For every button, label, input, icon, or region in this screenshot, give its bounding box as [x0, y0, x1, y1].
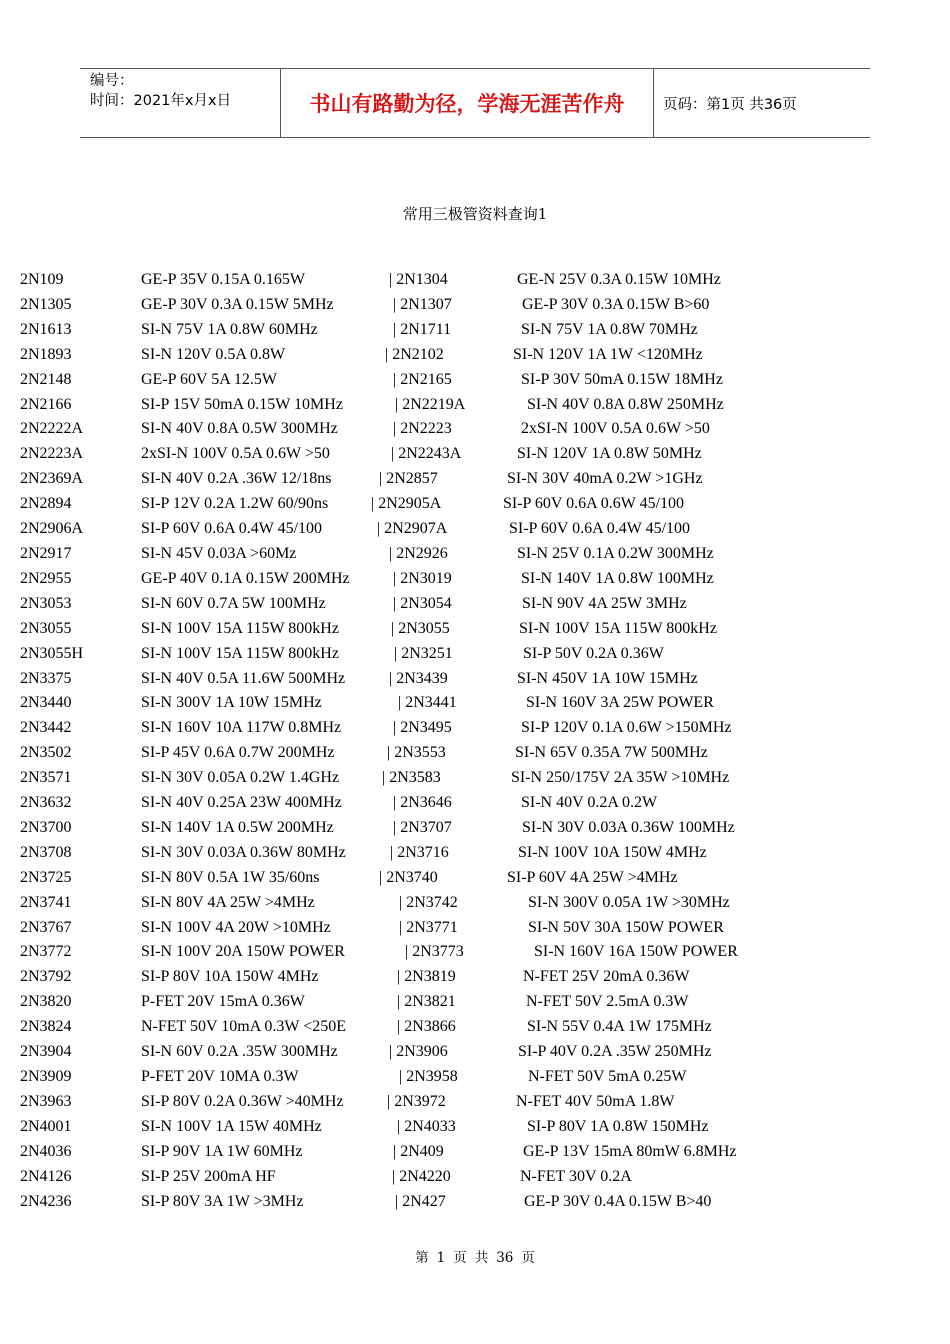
list-item: [0, 865, 950, 890]
part-number: | 2N427: [395, 1192, 446, 1210]
part-spec: SI-P 90V 1A 1W 60MHz: [141, 1142, 303, 1160]
part-spec: GE-P 60V 5A 12.5W: [141, 370, 277, 388]
list-item: [0, 790, 950, 815]
part-spec: SI-N 80V 0.5A 1W 35/60ns: [141, 868, 320, 886]
part-number: | 2N3019: [393, 569, 452, 587]
list-item: [0, 641, 950, 666]
list-item: [0, 1139, 950, 1164]
part-number: 2N4036: [20, 1142, 72, 1160]
part-spec: SI-N 50V 30A 150W POWER: [528, 918, 724, 936]
part-spec: SI-P 60V 0.6A 0.4W 45/100: [509, 520, 691, 538]
part-number: | 2N1304: [389, 271, 448, 288]
footer-page-number: 1: [436, 1250, 446, 1266]
part-number: 2N3375: [20, 669, 72, 687]
list-item: [0, 367, 950, 392]
list-item: [0, 317, 950, 342]
page-footer: [0, 1246, 950, 1266]
part-spec: SI-N 160V 10A 117W 0.8MHz: [141, 719, 342, 737]
part-number: | 2N1711: [393, 320, 452, 338]
part-spec: SI-N 30V 0.05A 0.2W 1.4GHz: [141, 769, 340, 787]
part-number: | 2N2219A: [395, 395, 466, 413]
part-number: 2N3708: [20, 843, 72, 861]
list-item: [0, 1089, 950, 1114]
part-number: 2N3725: [20, 868, 72, 886]
list-item: [0, 566, 950, 591]
footer-text: 页: [453, 1250, 467, 1266]
list-item: [0, 666, 950, 691]
part-number: 2N3442: [20, 719, 72, 737]
list-item: [0, 466, 950, 491]
part-number: 2N2894: [20, 495, 72, 513]
part-number: | 2N1307: [393, 295, 452, 313]
part-spec: N-FET 30V 0.2A: [520, 1167, 632, 1185]
part-number: | 2N3707: [393, 818, 452, 836]
part-spec: SI-N 25V 0.1A 0.2W 300MHz: [517, 544, 714, 562]
part-number: | 2N3716: [390, 843, 449, 861]
part-number: 2N3824: [20, 1018, 72, 1036]
part-spec: GE-N 25V 0.3A 0.15W 10MHz: [517, 271, 721, 288]
part-spec: SI-N 120V 1A 1W <120MHz: [513, 345, 703, 363]
part-number: 2N2369A: [20, 470, 84, 488]
part-spec: SI-N 90V 4A 25W 3MHz: [522, 594, 687, 612]
part-number: 2N3571: [20, 769, 72, 787]
part-number: 2N3502: [20, 744, 72, 762]
page-header: [80, 68, 870, 138]
part-spec: SI-N 100V 1A 15W 40MHz: [141, 1117, 322, 1135]
part-spec: SI-N 65V 0.35A 7W 500MHz: [515, 744, 708, 762]
part-spec: SI-N 40V 0.5A 11.6W 500MHz: [141, 669, 346, 687]
list-item: [0, 740, 950, 765]
part-spec: SI-N 30V 0.03A 0.36W 100MHz: [522, 818, 735, 836]
part-number: | 2N3742: [399, 893, 458, 911]
part-spec: SI-P 30V 50mA 0.15W 18MHz: [521, 370, 723, 388]
part-spec: SI-N 100V 15A 115W 800kHz: [141, 644, 339, 662]
part-spec: N-FET 25V 20mA 0.36W: [523, 968, 690, 986]
part-spec: SI-N 160V 3A 25W POWER: [526, 694, 714, 712]
part-number: | 2N409: [393, 1142, 444, 1160]
part-number: 2N3963: [20, 1092, 72, 1110]
part-number: 2N3440: [20, 694, 72, 712]
document-title: 常用三极管资料查询1: [402, 205, 548, 223]
part-spec: GE-P 40V 0.1A 0.15W 200MHz: [141, 569, 350, 587]
list-item: [0, 267, 950, 292]
part-spec: N-FET 50V 10mA 0.3W <250E: [141, 1018, 347, 1036]
part-number: 2N3632: [20, 794, 72, 812]
part-spec: SI-N 30V 0.03A 0.36W 80MHz: [141, 843, 346, 861]
part-number: | 2N3583: [382, 769, 441, 787]
list-item: [0, 690, 950, 715]
part-number: | 2N3646: [393, 794, 452, 812]
part-spec: N-FET 50V 5mA 0.25W: [528, 1068, 687, 1085]
list-item: [0, 1014, 950, 1039]
header-motto: 书山有路勤为径，学海无涯苦作舟: [281, 69, 654, 137]
part-number: | 2N2223: [393, 420, 452, 438]
part-number: | 2N4220: [392, 1167, 451, 1185]
part-number: | 2N3906: [389, 1043, 448, 1061]
list-item: [0, 1164, 950, 1189]
list-item: [0, 815, 950, 840]
part-spec: SI-N 40V 0.2A 0.2W: [521, 794, 658, 812]
part-number: 2N2917: [20, 544, 72, 562]
footer-text: 第: [415, 1250, 429, 1266]
list-item: [0, 441, 950, 466]
list-item: [0, 516, 950, 541]
part-spec: N-FET 40V 50mA 1.8W: [516, 1092, 675, 1110]
part-spec: SI-N 140V 1A 0.5W 200MHz: [141, 818, 334, 836]
list-item: [0, 840, 950, 865]
part-number: | 2N4033: [397, 1117, 456, 1135]
part-spec: SI-P 80V 0.2A 0.36W >40MHz: [141, 1092, 344, 1110]
list-item: [0, 989, 950, 1014]
part-number: | 2N2907A: [377, 520, 448, 538]
part-number: 2N1613: [20, 320, 72, 338]
list-item: [0, 591, 950, 616]
list-item: [0, 1114, 950, 1139]
part-number: | 2N3821: [397, 993, 456, 1011]
part-spec: SI-P 12V 0.2A 1.2W 60/90ns: [141, 495, 329, 513]
part-number: | 2N3819: [397, 968, 456, 986]
part-spec: SI-P 60V 0.6A 0.4W 45/100: [141, 520, 323, 538]
part-spec: SI-N 40V 0.2A .36W 12/18ns: [141, 470, 332, 488]
part-number: | 2N2857: [379, 470, 438, 488]
time-label: 时间：2021年x月x日: [90, 93, 232, 109]
part-spec: SI-N 100V 10A 150W 4MHz: [518, 843, 707, 861]
part-spec: SI-N 30V 40mA 0.2W >1GHz: [507, 470, 703, 488]
part-spec: SI-N 300V 0.05A 1W >30MHz: [528, 893, 730, 911]
part-number: 2N2906A: [20, 520, 84, 538]
part-spec: SI-P 120V 0.1A 0.6W >150MHz: [521, 719, 732, 737]
part-spec: SI-N 45V 0.03A >60Mz: [141, 544, 297, 562]
part-number: | 2N3251: [394, 644, 453, 662]
list-item: [0, 1064, 950, 1089]
part-number: | 2N3972: [387, 1092, 446, 1110]
part-spec: SI-N 55V 0.4A 1W 175MHz: [527, 1018, 712, 1036]
list-item: [0, 915, 950, 940]
list-item: [0, 342, 950, 367]
list-item: [0, 491, 950, 516]
part-number: 2N2222A: [20, 420, 84, 438]
part-spec: SI-P 80V 1A 0.8W 150MHz: [527, 1117, 709, 1135]
part-spec: SI-N 75V 1A 0.8W 60MHz: [141, 320, 318, 338]
part-spec: N-FET 50V 2.5mA 0.3W: [526, 993, 689, 1011]
part-number: 2N3767: [20, 918, 72, 936]
part-number: | 2N2165: [393, 370, 452, 388]
footer-text: 共: [474, 1250, 489, 1266]
part-number: 2N3909: [20, 1068, 72, 1085]
part-spec: GE-P 30V 0.3A 0.15W 5MHz: [141, 295, 334, 313]
part-spec: SI-N 250/175V 2A 35W >10MHz: [511, 769, 730, 787]
part-number: 2N1305: [20, 295, 72, 313]
part-number: 2N3055H: [20, 644, 84, 662]
part-spec: SI-P 60V 0.6A 0.6W 45/100: [503, 495, 685, 513]
part-spec: P-FET 20V 10MA 0.3W: [141, 1068, 299, 1085]
part-number: | 2N3771: [399, 918, 458, 936]
part-number: | 2N3866: [397, 1018, 456, 1036]
part-spec: SI-P 80V 10A 150W 4MHz: [141, 968, 319, 986]
header-meta: [80, 69, 281, 137]
part-number: 2N3772: [20, 943, 72, 961]
part-spec: SI-N 60V 0.7A 5W 100MHz: [141, 594, 326, 612]
part-spec: SI-N 40V 0.8A 0.5W 300MHz: [141, 420, 338, 438]
footer-text: 页: [521, 1250, 535, 1266]
part-number: | 2N2243A: [391, 445, 462, 463]
footer-total-pages: 36: [496, 1250, 514, 1266]
part-number: | 2N3740: [379, 868, 438, 886]
part-number: 2N2148: [20, 370, 72, 388]
part-number: | 2N3439: [389, 669, 448, 687]
part-number: 2N4236: [20, 1192, 72, 1210]
part-spec: SI-N 300V 1A 10W 15MHz: [141, 694, 322, 712]
part-number: | 2N3958: [399, 1068, 458, 1085]
part-number: | 2N3495: [393, 719, 452, 737]
list-item: [0, 416, 950, 441]
part-spec: SI-N 120V 0.5A 0.8W: [141, 345, 286, 363]
part-spec: 2xSI-N 100V 0.5A 0.6W >50: [141, 445, 330, 463]
number-label: 编号：: [90, 73, 134, 89]
list-item: [0, 616, 950, 641]
part-spec: SI-N 450V 1A 10W 15MHz: [517, 669, 698, 687]
list-item: [0, 715, 950, 740]
part-number: 2N4126: [20, 1167, 72, 1185]
part-spec: GE-P 30V 0.3A 0.15W B>60: [522, 295, 710, 313]
part-spec: SI-N 100V 15A 115W 800kHz: [519, 619, 717, 637]
list-item: [0, 392, 950, 417]
part-spec: SI-P 50V 0.2A 0.36W: [523, 644, 664, 662]
list-item: [0, 541, 950, 566]
part-number: 2N3904: [20, 1043, 72, 1061]
part-number: 2N2166: [20, 395, 72, 413]
part-number: 2N3820: [20, 993, 72, 1011]
part-number: | 2N3773: [405, 943, 464, 961]
part-number: | 2N3055: [391, 619, 450, 637]
part-number: 2N2955: [20, 569, 72, 587]
part-number: | 2N3441: [398, 694, 457, 712]
transistor-list: [0, 267, 950, 1213]
list-item: [0, 964, 950, 989]
part-spec: GE-P 30V 0.4A 0.15W B>40: [524, 1192, 712, 1210]
part-number: 2N1893: [20, 345, 72, 363]
part-number: 2N3053: [20, 594, 72, 612]
part-number: 2N3055: [20, 619, 72, 637]
part-number: 2N3741: [20, 893, 72, 911]
part-spec: SI-N 80V 4A 25W >4MHz: [141, 893, 315, 911]
part-number: | 2N3553: [387, 744, 446, 762]
list-item: [0, 1039, 950, 1064]
part-spec: P-FET 20V 15mA 0.36W: [141, 993, 305, 1011]
part-spec: SI-N 40V 0.8A 0.8W 250MHz: [527, 395, 724, 413]
part-number: | 2N2905A: [371, 495, 442, 513]
part-spec: SI-P 60V 4A 25W >4MHz: [507, 868, 678, 886]
part-number: | 2N3054: [393, 594, 452, 612]
list-item: [0, 939, 950, 964]
list-item: [0, 1189, 950, 1214]
part-spec: GE-P 35V 0.15A 0.165W: [141, 271, 305, 288]
part-number: 2N109: [20, 271, 64, 288]
part-spec: SI-N 40V 0.25A 23W 400MHz: [141, 794, 342, 812]
list-item: [0, 765, 950, 790]
part-spec: SI-P 40V 0.2A .35W 250MHz: [518, 1043, 712, 1061]
part-spec: SI-N 100V 15A 115W 800kHz: [141, 619, 339, 637]
part-number: 2N3792: [20, 968, 72, 986]
part-number: 2N3700: [20, 818, 72, 836]
part-spec: SI-N 100V 20A 150W POWER: [141, 943, 345, 961]
part-spec: SI-P 25V 200mA HF: [141, 1167, 276, 1185]
part-spec: SI-P 45V 0.6A 0.7W 200MHz: [141, 744, 335, 762]
list-item: [0, 890, 950, 915]
part-number: 2N4001: [20, 1117, 72, 1135]
part-spec: SI-N 120V 1A 0.8W 50MHz: [517, 445, 702, 463]
part-spec: SI-P 15V 50mA 0.15W 10MHz: [141, 395, 343, 413]
part-spec: GE-P 13V 15mA 80mW 6.8MHz: [523, 1142, 737, 1160]
part-number: 2N2223A: [20, 445, 84, 463]
part-number: | 2N2102: [385, 345, 444, 363]
part-spec: SI-N 100V 4A 20W >10MHz: [141, 918, 331, 936]
part-spec: SI-N 160V 16A 150W POWER: [534, 943, 738, 961]
header-page-info: 页码：第1页 共36页: [663, 96, 797, 113]
list-item: [0, 292, 950, 317]
part-spec: SI-N 60V 0.2A .35W 300MHz: [141, 1043, 338, 1061]
part-number: | 2N2926: [389, 544, 448, 562]
part-spec: SI-P 80V 3A 1W >3MHz: [141, 1192, 304, 1210]
part-spec: SI-N 75V 1A 0.8W 70MHz: [521, 320, 698, 338]
part-spec: SI-N 140V 1A 0.8W 100MHz: [521, 569, 714, 587]
part-spec: 2xSI-N 100V 0.5A 0.6W >50: [521, 420, 710, 438]
